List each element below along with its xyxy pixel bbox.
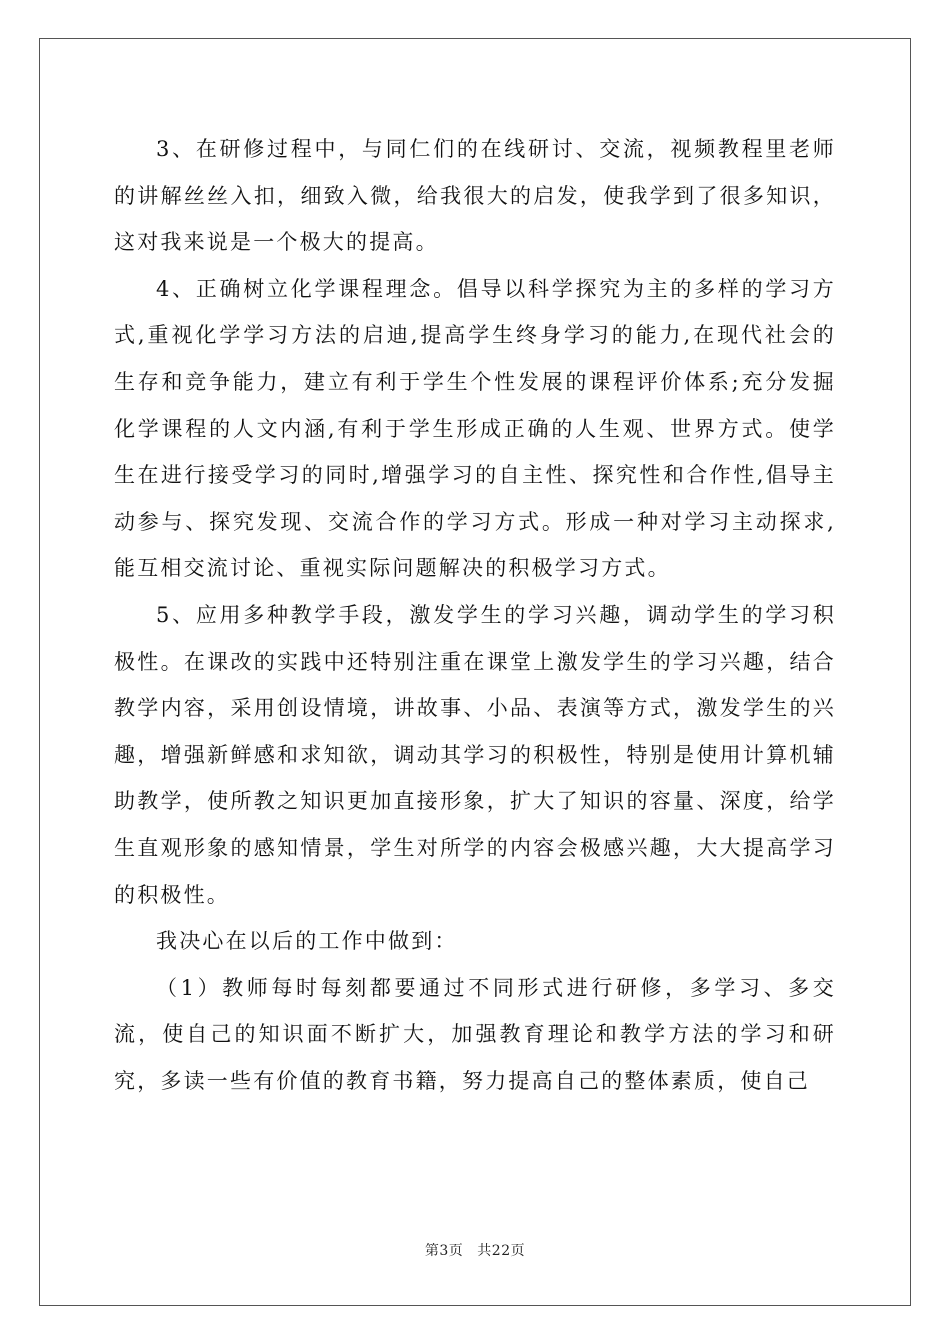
page-footer (0, 1240, 950, 1260)
page-total: 共22页 (477, 1243, 526, 1259)
document-body (114, 126, 836, 1104)
page-number: 第3页 (424, 1243, 464, 1259)
paragraph-3: 3、在研修过程中，与同仁们的在线研讨、交流，视频教程里老师的讲解丝丝入扣，细致入微，给我很大的启发，使我学到了很多知识，这对我来说是一个极大的提高。 (114, 137, 836, 255)
paragraph-resolution-intro: 我决心在以后的工作中做到： (156, 929, 458, 954)
paragraph-item-1: （1）教师每时每刻都要通过不同形式进行研修，多学习、多交流，使自己的知识面不断扩大，加强教育理论和教学方法的学习和研究，多读一些有价值的教育书籍，努力提高自己的整体素质，使自己 (114, 975, 836, 1093)
paragraph-5: 5、应用多种教学手段，激发学生的学习兴趣，调动学生的学习积极性。在课改的实践中还特别注重在课堂上激发学生的学习兴趣，结合教学内容，采用创设情境，讲故事、小品、表演等方式，激发学生的兴趣，增强新鲜感和求知欲，调动其学习的积极性，特别是使用计算机辅助教学，使所教之知识更加直接形象，扩大了知识的容量、深度，给学生直观形象的感知情景，学生对所学的内容会极感兴趣，大大提高学习的积极性。 (114, 602, 836, 907)
paragraph-4: 4、正确树立化学课程理念。倡导以科学探究为主的多样的学习方式,重视化学学习方法的启迪,提高学生终身学习的能力,在现代社会的生存和竞争能力，建立有利于学生个性发展的课程评价体系;充分发掘化学课程的人文内涵,有利于学生形成正确的人生观、世界方式。使学生在进行接受学习的同时,增强学习的自主性、探究性和合作性,倡导主动参与、探究发现、交流合作的学习方式。形成一种对学习主动探求,能互相交流讨论、重视实际问题解决的积极学习方式。 (114, 276, 836, 581)
